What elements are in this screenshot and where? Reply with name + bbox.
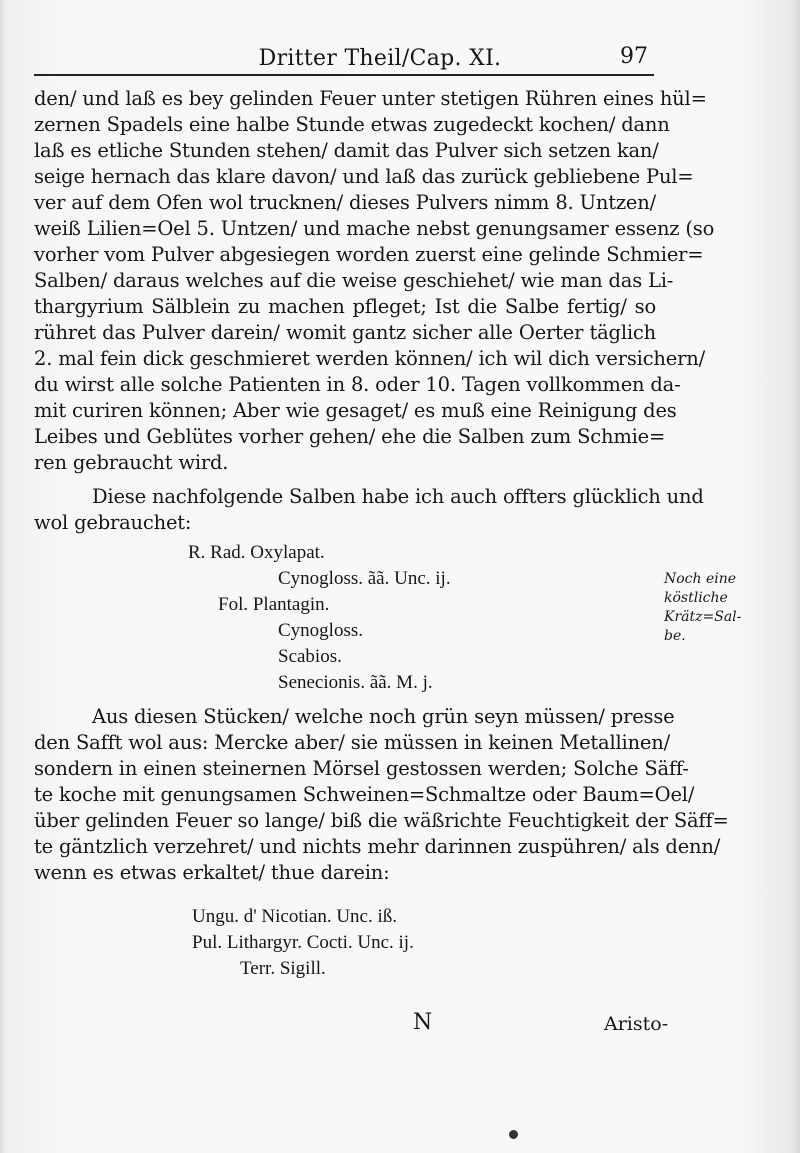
ink-spot: [509, 1130, 518, 1139]
text-line: Aus diesen Stücken/ welche noch grün seyn müssen/ presse: [92, 705, 675, 728]
text-line: den/ und laß es bey gelinden Feuer unter stetigen Rühren eines hül=: [34, 87, 707, 110]
margin-note: [664, 570, 794, 646]
text-line: 2. mal fein dick geschmieret werden können/ ich wil dich versichern/: [34, 347, 705, 370]
text-line: wenn es etwas erkaltet/ thue darein:: [34, 861, 390, 884]
text-line: te gäntzlich verzehret/ und nichts mehr darinnen zuspühren/ als denn/: [34, 835, 721, 858]
text-line: über gelinden Feuer so lange/ biß die wäßrichte Feuchtigkeit der Säff=: [34, 809, 729, 832]
recipe-line: Pul. Lithargyr. Cocti. Unc. ij.: [192, 932, 414, 953]
catchword: Aristo-: [604, 1013, 669, 1035]
text-line: du wirst alle solche Patienten in 8. oder 10. Tagen vollkommen da-: [34, 373, 681, 396]
text-line: den Safft wol aus: Mercke aber/ sie müssen in keinen Metallinen/: [34, 731, 670, 754]
recipe-line: Fol. Plantagin.: [218, 594, 330, 615]
running-head: Dritter Theil/Cap. XI.: [258, 46, 502, 71]
recipe-line: Terr. Sigill.: [240, 958, 326, 979]
text-line: wol gebrauchet:: [34, 511, 192, 534]
recipe-line: Cynogloss.: [278, 620, 363, 641]
margin-note-line: be.: [664, 628, 686, 644]
margin-note-line: köstliche: [664, 590, 728, 606]
page-number: 97: [620, 44, 648, 69]
text-line: Salben/ daraus welches auf die weise geschiehet/ wie man das Li-: [34, 269, 674, 292]
text-line: mit curiren können; Aber wie gesaget/ es muß eine Reinigung des: [34, 399, 677, 422]
text-line: ren gebraucht wird.: [34, 451, 229, 474]
text-line: sondern in einen steinernen Mörsel gestossen werden; Solche Säff-: [34, 757, 689, 780]
margin-note-line: Krätz=Sal-: [664, 609, 742, 625]
text-line: rühret das Pulver darein/ womit gantz sicher alle Oerter täglich: [34, 321, 656, 344]
recipe-line: Ungu. d' Nicotian. Unc. iß.: [192, 906, 398, 927]
recipe-line: Senecionis. ãã. M. j.: [278, 672, 433, 693]
text-line: laß es etliche Stunden stehen/ damit das Pulver sich setzen kan/: [34, 139, 659, 162]
signature-mark: N: [413, 1010, 433, 1035]
text-line: vorher vom Pulver abgesiegen worden zuerst eine gelinde Schmier=: [34, 243, 704, 266]
text-line: Diese nachfolgende Salben habe ich auch offters glücklich und: [92, 485, 704, 508]
text-line: te koche mit genungsamen Schweinen=Schmaltze oder Baum=Oel/: [34, 783, 695, 806]
recipe-line: Scabios.: [278, 646, 342, 667]
page-header: [0, 38, 800, 78]
text-line: seige hernach das klare davon/ und laß das zurück gebliebene Pul=: [34, 165, 694, 188]
text-line: weiß Lilien=Oel 5. Untzen/ und mache nebst genungsamer essenz (so: [34, 217, 715, 240]
margin-note-line: Noch eine: [664, 571, 737, 587]
text-line: thargyrium Sälblein zu machen pfleget; Ist die Salbe fertig/ so: [34, 295, 656, 318]
text-line: Leibes und Geblütes vorher gehen/ ehe die Salben zum Schmie=: [34, 425, 666, 448]
text-line: ver auf dem Ofen wol trucknen/ dieses Pulvers nimm 8. Untzen/: [34, 191, 656, 214]
recipe-line: Cynogloss. ãã. Unc. ij.: [278, 568, 451, 589]
text-line: zernen Spadels eine halbe Stunde etwas zugedeckt kochen/ dann: [34, 113, 670, 136]
recipe-line: R. Rad. Oxylapat.: [188, 542, 325, 563]
header-rule: [34, 74, 654, 76]
